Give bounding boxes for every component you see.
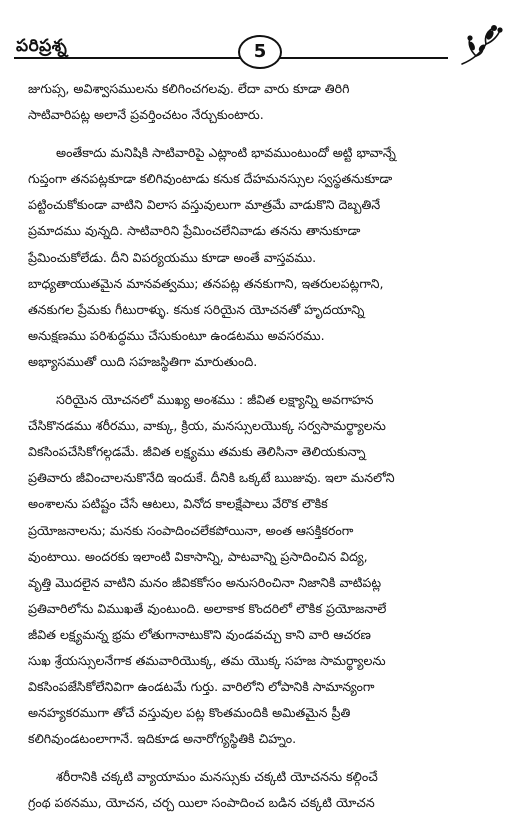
text-line: పట్టించుకోకుండా వాటిని విలాస వస్తువులుగా మాత్రమే వాడుకొని దెబ్బతినే	[28, 197, 381, 213]
page-header	[14, 30, 506, 72]
text-line: వుంటాయి. అందరకు ఇలాంటి వికాసాన్ని, పాటవాన్ని ప్రసాదించిన విద్య,	[28, 548, 368, 564]
floral-ornament-icon	[454, 24, 506, 70]
text-line: అంతేకాదు మనిషికి సాటివారిపై ఎట్లాంటి భావముంటుందో అట్టి భావాన్నే	[56, 145, 396, 161]
header-rule	[14, 57, 448, 59]
text-line: బాధ్యతాయుతమైన మానవత్వము; తనపట్ల తనకుగాని, ఇతరులపట్లగాని,	[28, 275, 384, 291]
page-number: 5	[238, 35, 282, 69]
text-line: ప్రయోజనాలను; మనకు సంపాదించలేకపోయినా, అంత ఆసక్తికరంగా	[28, 522, 354, 538]
text-line: ప్రతివారిలోను విముఖతే వుంటుంది. అలాకాక కొందరిలో లౌకిక ప్రయోజనాలే	[28, 600, 387, 616]
text-line: కలిగివుండటంలాగానే. ఇదికూడ అనారోగ్యస్థితికి చిహ్నం.	[28, 731, 297, 747]
text-line: అనహ్యకరముగా తోచే వస్తువుల పట్ల కొంతమందికి అమితమైన ప్రీతి	[28, 705, 351, 721]
text-line: చేసికొనడము శరీరము, వాక్కు, క్రియ, మనస్సులయొక్క సర్వసామర్థ్యాలను	[28, 418, 386, 434]
paragraph-continuation	[28, 76, 496, 128]
running-title: పరిప్రశ్న	[16, 36, 68, 56]
page-body	[28, 76, 496, 817]
text-line: ప్రమాదము వున్నది. సాటివారిని ప్రేమించలేనివాడు తనను తానుకూడా	[28, 223, 361, 239]
text-line: ప్రతివారు జీవించాలనుకొనేది ఇందుకే. దీనికి ఒక్కటే ఋజువు. ఇలా మనలోని	[28, 470, 395, 486]
text-line: అనుక్షణము పరిశుద్ధము చేసుకుంటూ ఉండటము అవసరము.	[28, 327, 325, 343]
text-line: సరియైన యోచనలో ముఖ్య అంశము : జీవిత లక్ష్యాన్ని అవగాహన	[56, 392, 374, 408]
text-line: వృత్తి మొదలైన వాటిని మనం జీవికకోసం అనుసరించినా నిజానికి వాటిపట్ల	[28, 574, 382, 590]
text-line: గ్రంథ పఠనము, యోచన, చర్చ యిలా సంపాదించ బడిన చక్కటి యోచన	[28, 795, 375, 811]
text-line: అంశాలను పటిష్టం చేసే ఆటలు, వినోద కాలక్షేపాలు వేరొక లౌకిక	[28, 496, 328, 512]
text-line: జుగుప్స, అవిశ్వాసములను కలిగించగలవు. లేదా వారు కూడా తిరిగి	[28, 81, 350, 96]
paragraph	[28, 387, 496, 752]
text-line: సుఖ శ్రేయస్సులనేగాక తమవారియొక్క, తమ యొక్క సహజ సామర్థ్యాలను	[28, 652, 386, 668]
text-line: వికసింపజేసికోలేనివిగా ఉండటమే గుర్తు. వారిలోని లోపానికి సామాన్యంగా	[28, 679, 375, 695]
text-line: జీవిత లక్ష్యమన్న భ్రమ లోతుగానాటుకొని వుండవచ్చు కాని వారి ఆచరణ	[28, 626, 371, 642]
text-line: శరీరానికి చక్కటి వ్యాయామం మనస్సుకు చక్కటి యోచనను కల్గించే	[56, 769, 378, 785]
paragraph	[28, 140, 496, 375]
text-line: వికసింపచేసికోగల్గడమే. జీవిత లక్ష్యము తమకు తెలిసినా తెలియకున్నా	[28, 444, 366, 460]
text-line: తనకుగల ప్రేమకు గీటురాళ్ళు. కనుక సరియైన యోచనతో హృదయాన్ని	[28, 301, 365, 317]
paragraph	[28, 764, 496, 816]
text-line: ప్రేమించుకోలేడు. దీని విపర్యయము కూడా అంతే వాస్తవము.	[28, 249, 317, 265]
text-line: అభ్యాసముతో యిది సహజస్థితిగా మారుతుంది.	[28, 353, 258, 369]
text-line: గుప్తంగా తనపట్లకూడా కలిగివుంటాడు కనుక దేహమనస్సుల స్వస్థతనుకూడా	[28, 171, 393, 187]
text-line: సాటివారిపట్ల అలానే ప్రవర్తించటం నేర్చుకుంటారు.	[28, 107, 264, 123]
